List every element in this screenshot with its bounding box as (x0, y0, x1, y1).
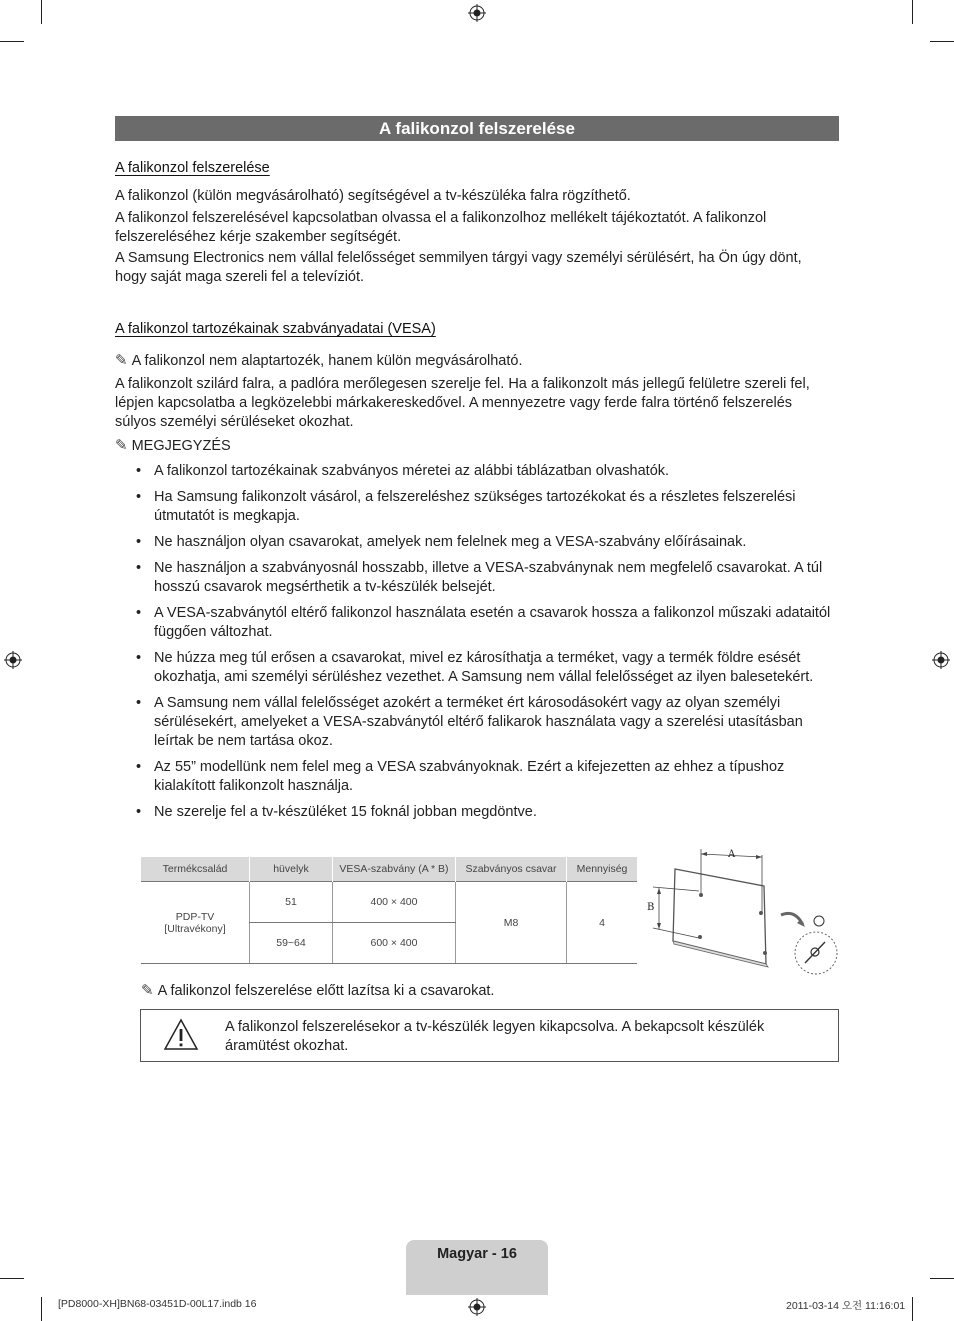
note-text: A falikonzol felszerelése előtt lazítsa ki a csavarokat. (157, 983, 495, 999)
registration-mark-icon (4, 651, 22, 669)
registration-mark-icon (932, 651, 950, 669)
subsection-title-vesa: A falikonzol tartozékainak szabványadatai (VESA) (115, 321, 436, 337)
crop-mark (930, 41, 954, 42)
table-header: hüvelyk (250, 857, 333, 882)
dimension-label-a: A (728, 849, 736, 860)
warning-box (140, 1009, 839, 1062)
note-heading-text: MEGJEGYZÉS (131, 438, 231, 454)
warning-triangle-icon (163, 1018, 199, 1051)
list-item: • Ne húzza meg túl erősen a csavarokat, mivel ez károsíthatja a terméket, vagy a termék földre esését okozhatja, ami személyi sérüléshez vezethet. A Samsung nem vállal felelősséget az ilyen balesetekért. (130, 649, 836, 687)
table-cell: 59~64 (250, 923, 333, 964)
table-header: Termékcsalád (141, 857, 250, 882)
pencil-note-icon: ✎ (141, 982, 154, 999)
table-row (141, 882, 637, 923)
registration-mark-icon (468, 1298, 486, 1316)
table-cell-screw: M8 (456, 882, 567, 964)
table-header: VESA-szabvány (A * B) (333, 857, 456, 882)
tv-back-diagram (643, 843, 839, 978)
pencil-note-icon: ✎ (115, 352, 128, 369)
table-header: Szabványos csavar (456, 857, 567, 882)
page-number: Magyar - 16 (437, 1246, 517, 1262)
print-file-info: [PD8000-XH]BN68-03451D-00L17.indb 16 (58, 1298, 257, 1310)
table-header: Mennyiség (567, 857, 638, 882)
section-title: A falikonzol felszerelése (115, 116, 839, 141)
list-item: • Ne szerelje fel a tv-készüléket 15 foknál jobban megdöntve. (130, 803, 836, 822)
crop-mark (41, 1297, 42, 1321)
family-name: PDP-TV (175, 910, 215, 923)
list-item: • Ha Samsung falikonzolt vásárol, a felszereléshez szükséges tartozékokat és a részletes felszerelési útmutatót is megkapja. (130, 488, 836, 526)
table-cell: 51 (250, 882, 333, 923)
table-cell: 600 × 400 (333, 923, 456, 964)
crop-mark (0, 1278, 24, 1279)
note-line (115, 351, 523, 371)
warning-text: A falikonzol felszerelésekor a tv-készülék legyen kikapcsolva. A bekapcsolt készülék áramütést okozhat. (225, 1019, 765, 1054)
paragraph: A Samsung Electronics nem vállal felelősséget semmilyen tárgyi vagy személyi sérülésért, ha Ön úgy dönt, hogy saját maga szereli fel a televíziót. (115, 250, 802, 285)
crop-mark (912, 1297, 913, 1321)
list-item: • A VESA-szabványtól eltérő falikonzol használata esetén a csavarok hossza a falikonzol műszaki adataitól függően változhat. (130, 604, 836, 642)
dimension-label-b: B (647, 902, 655, 913)
pencil-note-icon: ✎ (115, 437, 128, 454)
list-item: • A falikonzol tartozékainak szabványos méretei az alábbi táblázatban olvashatók. (130, 462, 836, 481)
note-text: A falikonzol nem alaptartozék, hanem külön megvásárolható. (131, 353, 523, 369)
registration-mark-icon (468, 4, 486, 22)
print-timestamp: 2011-03-14 오전 11:16:01 (786, 1300, 906, 1312)
table-cell: 400 × 400 (333, 882, 456, 923)
list-item: • Ne használjon olyan csavarokat, amelyek nem felelnek meg a VESA-szabvány előírásainak. (130, 533, 836, 552)
crop-mark (41, 0, 42, 24)
table-cell-family (141, 882, 250, 964)
crop-mark (912, 0, 913, 24)
list-item: • Az 55” modellünk nem felel meg a VESA szabványoknak. Ezért a kifejezetten az ehhez a típushoz kialakított falikonzolt használja. (130, 758, 836, 796)
list-item: • Ne használjon a szabványosnál hosszabb, illetve a VESA-szabványnak nem megfelelő csavarokat. A túl hosszú csavarok megsérthetik a tv-készülék belsejét. (130, 559, 836, 597)
family-subtype: [Ultravékony] (164, 922, 226, 935)
vesa-spec-table (141, 857, 637, 964)
note-heading (115, 436, 231, 456)
paragraph: A falikonzol (külön megvásárolható) segítségével a tv-készüléka falra rögzíthető. (115, 188, 631, 204)
paragraph: A falikonzol felszerelésével kapcsolatban olvassa el a falikonzolhoz mellékelt tájékoztatót. A falikonzol felszereléséhez kérje szakember segítségét. (115, 210, 767, 245)
crop-mark (930, 1278, 954, 1279)
paragraph: A falikonzolt szilárd falra, a padlóra merőlegesen szerelje fel. Ha a falikonzolt más jellegű felületre szereli fel, lépjen kapcsolatba a legközelebbi márkakereskedővel. A mennyezetre vagy ferde falra történő felszerelés súlyos személyi sérüléseket okozhat. (115, 376, 810, 430)
table-cell-qty: 4 (567, 882, 638, 964)
list-item: • A Samsung nem vállal felelősséget azokért a terméket ért károsodásokért vagy az olyan személyi sérülésekért, amelyeket a VESA-szabványtól eltérő falikarok használata vagy a szerelési utasításban leírtak be nem tartása okoz. (130, 694, 836, 751)
bullet-list (130, 462, 836, 829)
subsection-title-mounting: A falikonzol felszerelése (115, 160, 270, 176)
note-line (141, 981, 494, 1001)
crop-mark (0, 41, 24, 42)
